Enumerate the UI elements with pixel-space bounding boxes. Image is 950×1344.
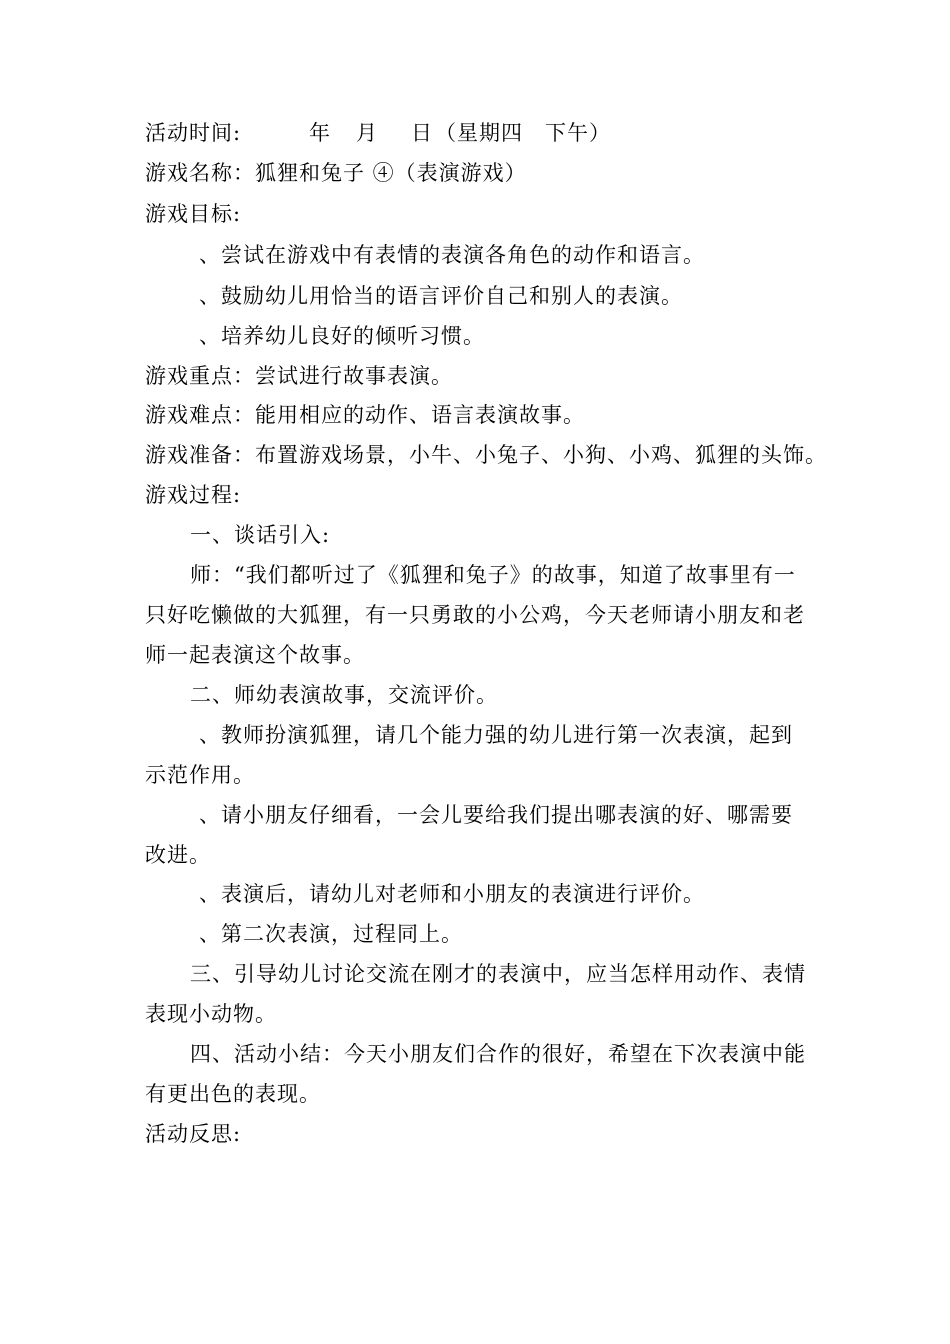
step2-item-1-line-1: 、教师扮演狐狸，请几个能力强的幼儿进行第一次表演，起到 — [199, 723, 793, 747]
difficulty: 游戏难点：能用相应的动作、语言表演故事。 — [145, 403, 585, 427]
step2-title: 二、师幼表演故事，交流评价。 — [190, 683, 498, 707]
activity-time-label: 活动时间: — [145, 121, 242, 145]
step2-item-2-line-1: 、请小朋友仔细看，一会儿要给我们提出哪表演的好、哪需要 — [199, 803, 793, 827]
month-label: 月 — [356, 121, 378, 145]
weekday-label: （星期四 下午） — [435, 121, 611, 145]
step2-item-3: 、表演后，请幼儿对老师和小朋友的表演进行评价。 — [199, 882, 705, 906]
step2-item-2-line-2: 改进。 — [145, 843, 211, 867]
activity-time-line — [145, 118, 665, 148]
step4-line-1: 四、活动小结：今天小朋友们合作的很好，希望在下次表演中能 — [190, 1042, 806, 1066]
key-point: 游戏重点：尝试进行故事表演。 — [145, 364, 453, 388]
preparation: 游戏准备：布置游戏场景，小牛、小兔子、小狗、小鸡、狐狸的头饰。 — [145, 443, 827, 467]
game-name: 游戏名称：狐狸和兔子 ④（表演游戏） — [145, 161, 527, 185]
goal-item-3: 、培养幼儿良好的倾听习惯。 — [199, 324, 485, 348]
step1-text-line-2: 只好吃懒做的大狐狸，有一只勇敢的小公鸡，今天老师请小朋友和老 — [145, 603, 805, 627]
year-label: 年 — [309, 121, 331, 145]
process-label: 游戏过程: — [145, 483, 242, 507]
goals-label: 游戏目标: — [145, 202, 242, 226]
step3-line-1: 三、引导幼儿讨论交流在刚才的表演中，应当怎样用动作、表情 — [190, 962, 806, 986]
step2-item-4: 、第二次表演，过程同上。 — [199, 922, 463, 946]
step3-line-2: 表现小动物。 — [145, 1002, 277, 1026]
reflection-label: 活动反思: — [145, 1122, 242, 1146]
step1-title: 一、谈话引入: — [190, 523, 331, 547]
step4-line-2: 有更出色的表现。 — [145, 1082, 321, 1106]
day-label: 日 — [411, 121, 433, 145]
step1-text-line-1: 师：“我们都听过了《狐狸和兔子》的故事，知道了故事里有一 — [190, 563, 796, 587]
step2-item-1-line-2: 示范作用。 — [145, 763, 255, 787]
goal-item-1: 、尝试在游戏中有表情的表演各角色的动作和语言。 — [199, 243, 705, 267]
step1-text-line-3: 师一起表演这个故事。 — [145, 643, 365, 667]
goal-item-2: 、鼓励幼儿用恰当的语言评价自己和别人的表演。 — [199, 284, 683, 308]
